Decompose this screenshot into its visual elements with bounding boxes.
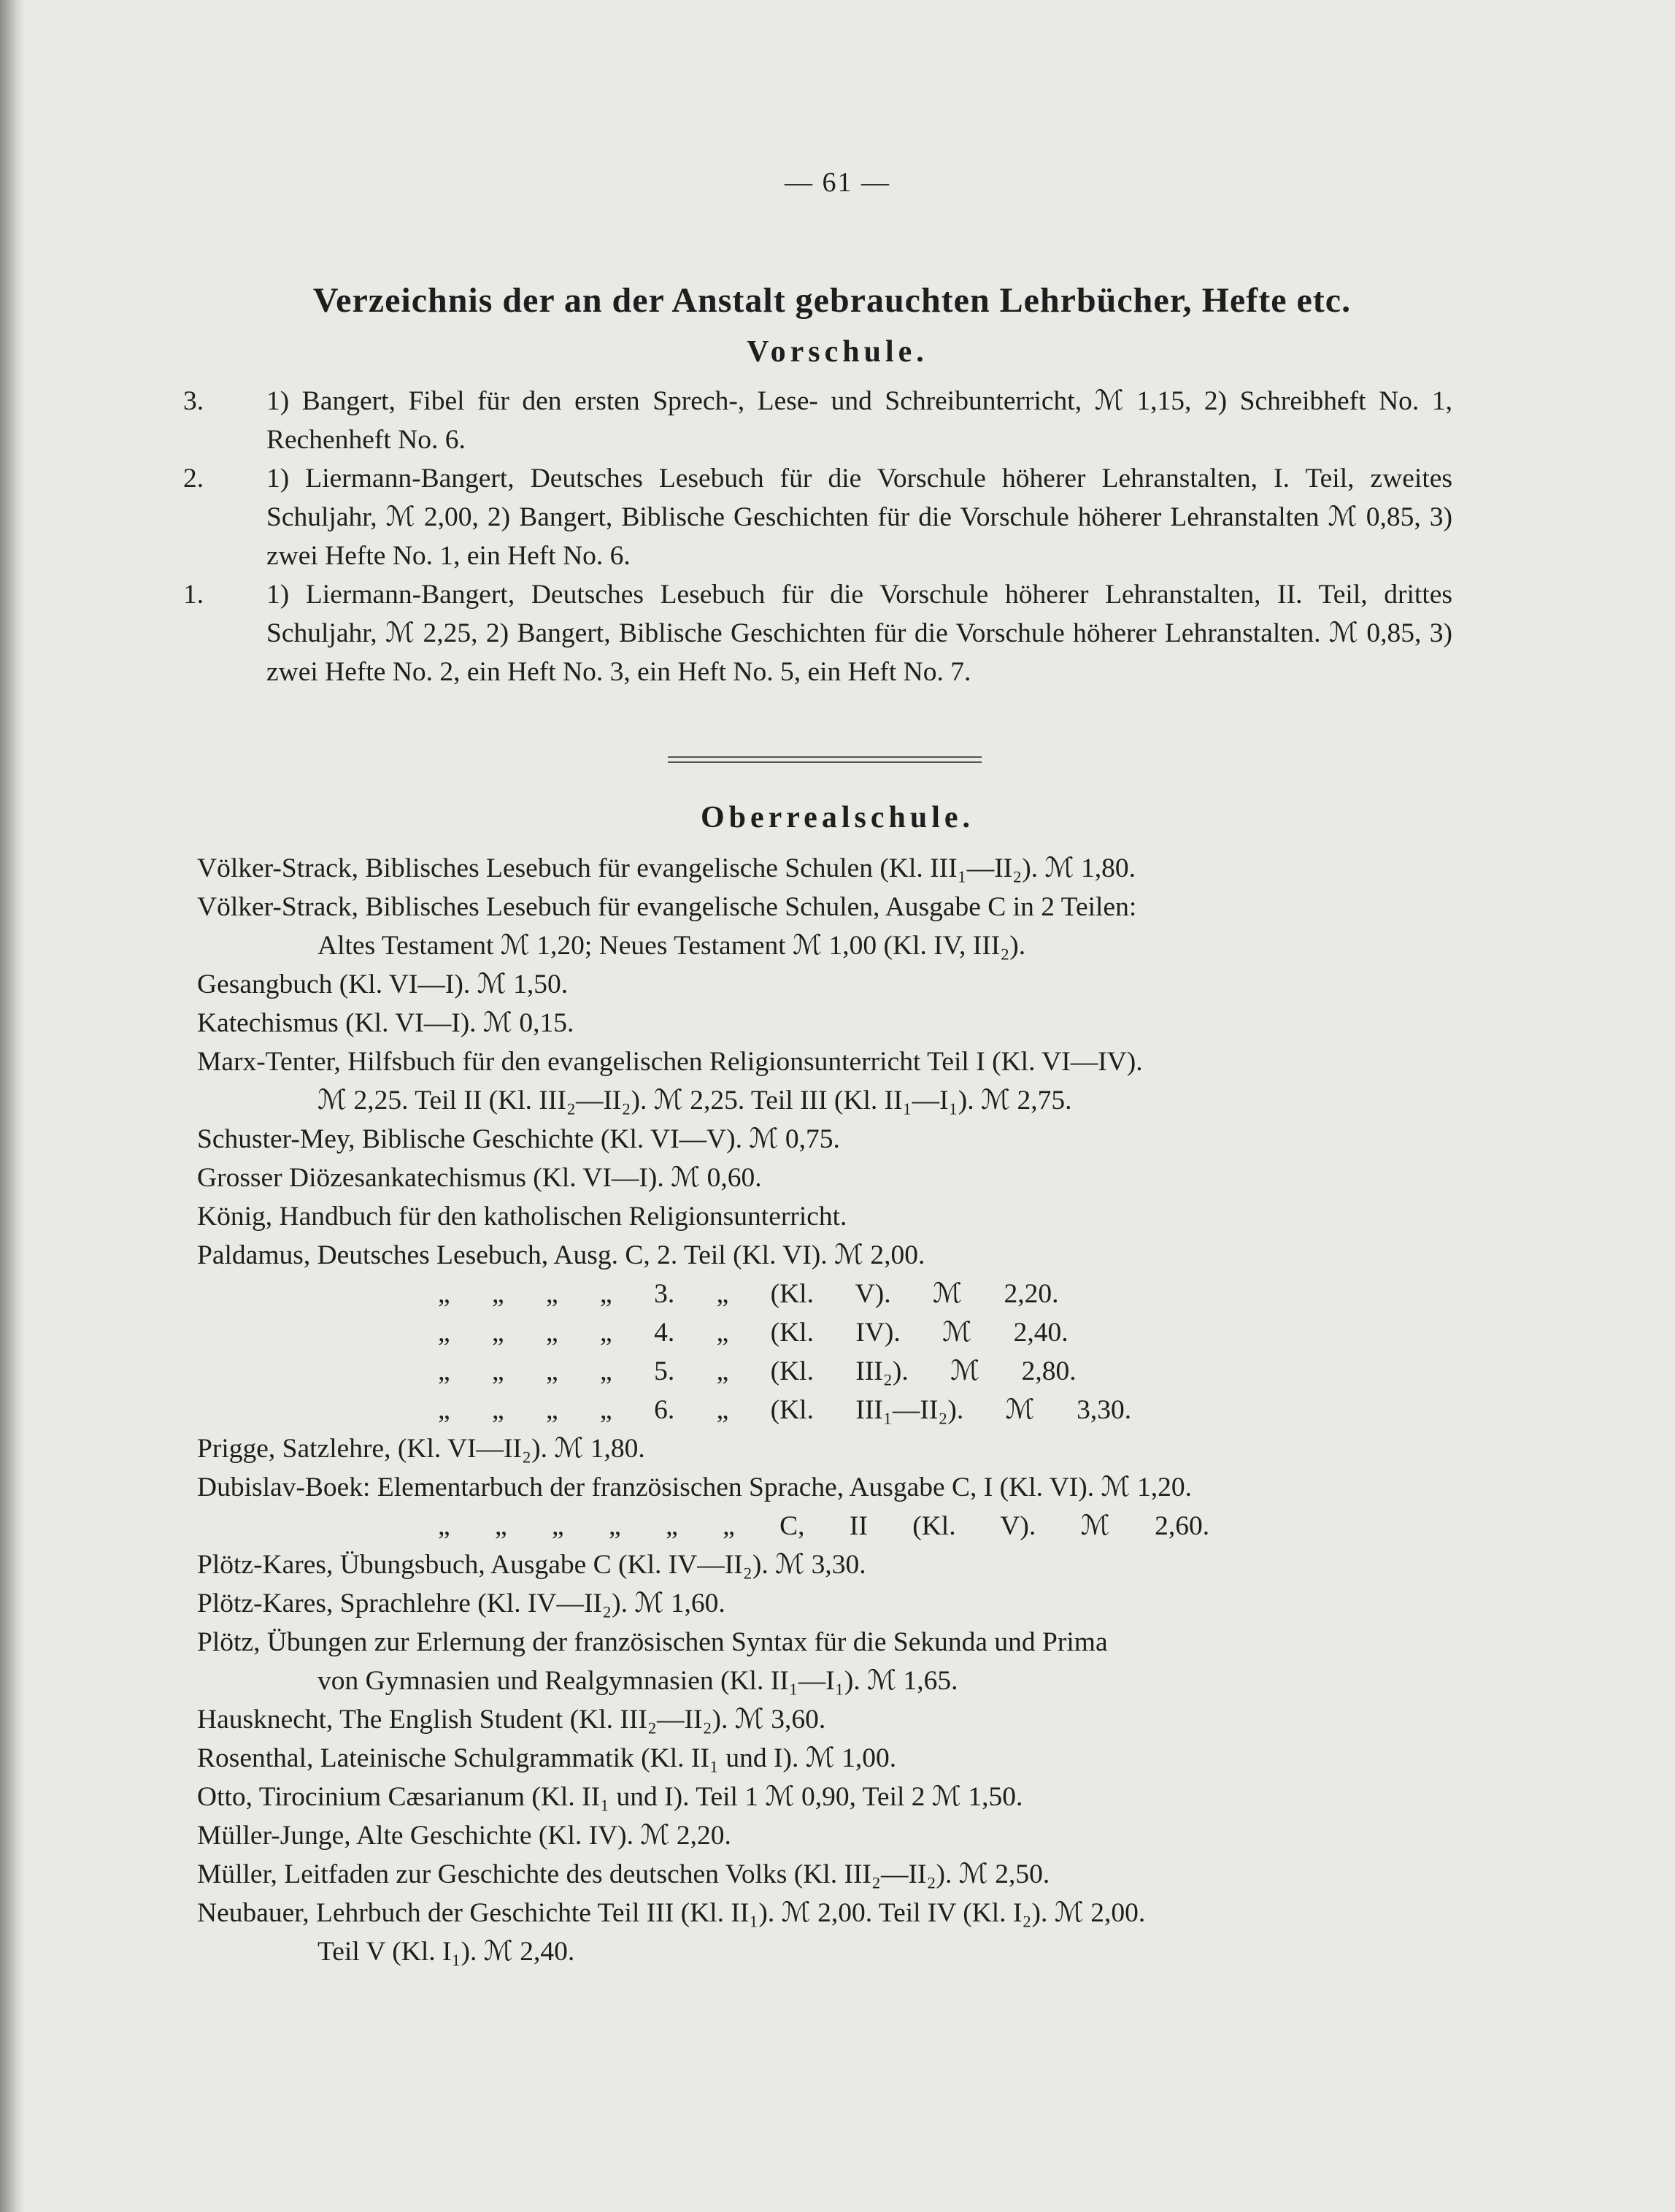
book-line: Teil V (Kl. I₁). ℳ 2,40. bbox=[317, 1937, 575, 1967]
entry-number: 3. bbox=[183, 386, 204, 416]
entry-number: 2. bbox=[183, 464, 204, 494]
vorschule-entry bbox=[183, 459, 1452, 575]
book-line: „ „ „ „ 3. „ (Kl. V). ℳ 2,20. bbox=[438, 1279, 1059, 1309]
entry-text: 1) Liermann-Bangert, Deutsches Lesebuch für die Vorschule höherer Lehranstalten, I. Teil, zweites Schuljahr, ℳ 2,00, 2) Bangert, Biblische Geschichten für die Vorschule höherer Lehranstalten ℳ 0,85, 3) zwei Hefte No. 1, ein Heft No. 6. bbox=[266, 464, 1452, 571]
book-line: Katechismus (Kl. VI—I). ℳ 0,15. bbox=[197, 1008, 574, 1038]
book-line: Plötz-Kares, Sprachlehre (Kl. IV—II₂). ℳ 1,60. bbox=[197, 1589, 725, 1618]
book-line: Müller-Junge, Alte Geschichte (Kl. IV). ℳ 2,20. bbox=[197, 1821, 731, 1851]
book-line: „ „ „ „ 5. „ (Kl. III₂). ℳ 2,80. bbox=[438, 1356, 1077, 1386]
book-line: „ „ „ „ 4. „ (Kl. IV). ℳ 2,40. bbox=[438, 1318, 1068, 1348]
book-line: Grosser Diözesankatechismus (Kl. VI—I). ℳ 0,60. bbox=[197, 1163, 762, 1193]
book-line: Gesangbuch (Kl. VI—I). ℳ 1,50. bbox=[197, 969, 569, 999]
book-line: Otto, Tirocinium Cæsarianum (Kl. II₁ und I). Teil 1 ℳ 0,90, Teil 2 ℳ 1,50. bbox=[197, 1782, 1023, 1812]
entry-number: 1. bbox=[183, 580, 204, 610]
page-edge-shadow bbox=[0, 0, 25, 2212]
book-line: Altes Testament ℳ 1,20; Neues Testament ℳ 1,00 (Kl. IV, III₂). bbox=[317, 931, 1026, 961]
entry-text: 1) Bangert, Fibel für den ersten Sprech-, Lese- und Schreibunterricht, ℳ 1,15, 2) Schreibheft No. 1, Rechenheft No. 6. bbox=[266, 386, 1452, 455]
book-line: Paldamus, Deutsches Lesebuch, Ausg. C, 2. Teil (Kl. VI). ℳ 2,00. bbox=[197, 1240, 925, 1270]
section-heading-vorschule: Vorschule. bbox=[747, 335, 928, 369]
section-divider bbox=[668, 756, 982, 763]
book-line: Völker-Strack, Biblisches Lesebuch für evangelische Schulen (Kl. III₁—II₂). ℳ 1,80. bbox=[197, 853, 1136, 883]
book-line: „ „ „ „ 6. „ (Kl. III₁—II₂). ℳ 3,30. bbox=[438, 1395, 1132, 1425]
book-line: von Gymnasien und Realgymnasien (Kl. II₁—I₁). ℳ 1,65. bbox=[317, 1666, 958, 1696]
book-line: Hausknecht, The English Student (Kl. III₂—II₂). ℳ 3,60. bbox=[197, 1705, 826, 1735]
page-title: Verzeichnis der an der Anstalt gebrauchten Lehrbücher, Hefte etc. bbox=[312, 281, 1352, 320]
book-line: Dubislav-Boek: Elementarbuch der französischen Sprache, Ausgabe C, I (Kl. VI). ℳ 1,20. bbox=[197, 1472, 1193, 1502]
book-line: „ „ „ „ „ „ C, II (Kl. V). ℳ 2,60. bbox=[438, 1511, 1210, 1541]
book-line: Neubauer, Lehrbuch der Geschichte Teil III (Kl. II₁). ℳ 2,00. Teil IV (Kl. I₂). ℳ 2,00. bbox=[197, 1898, 1146, 1928]
book-line: Rosenthal, Lateinische Schulgrammatik (Kl. II₁ und I). ℳ 1,00. bbox=[197, 1743, 897, 1773]
book-line: Marx-Tenter, Hilfsbuch für den evangelischen Religionsunterricht Teil I (Kl. VI—IV). bbox=[197, 1047, 1143, 1077]
book-line: ℳ 2,25. Teil II (Kl. III₂—II₂). ℳ 2,25. Teil III (Kl. II₁—I₁). ℳ 2,75. bbox=[317, 1086, 1072, 1115]
vorschule-entry bbox=[183, 575, 1452, 691]
entry-text: 1) Liermann-Bangert, Deutsches Lesebuch für die Vorschule höherer Lehranstalten, II. Teil, drittes Schuljahr, ℳ 2,25, 2) Bangert, Biblische Geschichten für die Vorschule höherer Lehranstalten. ℳ 0,85, 3) zwei Hefte No. 2, ein Heft No. 3, ein Heft No. 5, ein Heft No. 7. bbox=[266, 580, 1452, 687]
vorschule-entry bbox=[183, 382, 1452, 459]
page-number: — 61 — bbox=[785, 167, 890, 198]
book-line: König, Handbuch für den katholischen Religionsunterricht. bbox=[197, 1202, 847, 1232]
book-line: Völker-Strack, Biblisches Lesebuch für evangelische Schulen, Ausgabe C in 2 Teilen: bbox=[197, 892, 1137, 922]
book-line: Müller, Leitfaden zur Geschichte des deutschen Volks (Kl. III₂—II₂). ℳ 2,50. bbox=[197, 1859, 1050, 1889]
book-line: Plötz, Übungen zur Erlernung der französischen Syntax für die Sekunda und Prima bbox=[197, 1627, 1108, 1657]
book-line: Prigge, Satzlehre, (Kl. VI—II₂). ℳ 1,80. bbox=[197, 1434, 645, 1464]
section-heading-oberrealschule: Oberrealschule. bbox=[700, 801, 975, 834]
book-line: Plötz-Kares, Übungsbuch, Ausgabe C (Kl. IV—II₂). ℳ 3,30. bbox=[197, 1550, 866, 1580]
book-line: Schuster-Mey, Biblische Geschichte (Kl. VI—V). ℳ 0,75. bbox=[197, 1124, 840, 1154]
